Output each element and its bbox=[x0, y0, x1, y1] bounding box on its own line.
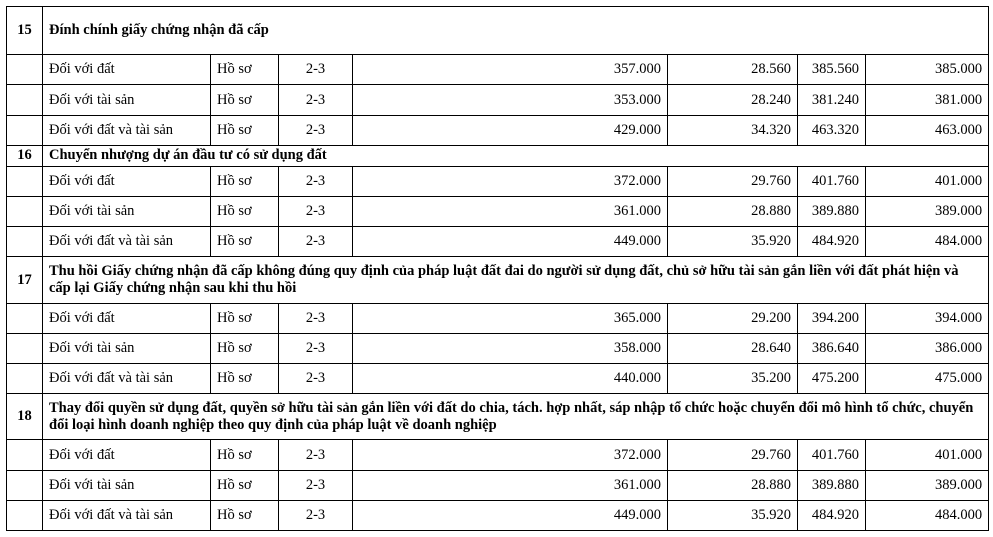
fee-cell: 358.000 bbox=[353, 333, 668, 363]
section-number: 18 bbox=[7, 394, 43, 440]
section-header-row bbox=[7, 394, 989, 440]
fee-cell: 357.000 bbox=[353, 55, 668, 85]
days-cell: 2-3 bbox=[279, 197, 353, 227]
days-cell: 2-3 bbox=[279, 500, 353, 530]
section-header-row bbox=[7, 257, 989, 303]
tax-cell: 28.240 bbox=[668, 85, 798, 115]
total-cell: 394.200 bbox=[798, 303, 866, 333]
table-row bbox=[7, 197, 989, 227]
section-title: Thay đổi quyền sử dụng đất, quyền sở hữu tài sản gắn liền với đất do chia, tách. hợp nhất, sáp nhập tổ chức hoặc chuyển đổi mô hình tổ chức, chuyển đổi loại hình doanh nghiệp theo quy định của pháp luật về doanh nghiệp bbox=[43, 394, 989, 440]
days-cell: 2-3 bbox=[279, 115, 353, 145]
total-cell: 484.920 bbox=[798, 227, 866, 257]
fee-table bbox=[6, 6, 989, 531]
unit-cell: Hồ sơ bbox=[211, 85, 279, 115]
subject-cell: Đối với đất và tài sản bbox=[43, 115, 211, 145]
tax-cell: 35.200 bbox=[668, 364, 798, 394]
tax-cell: 29.760 bbox=[668, 166, 798, 196]
subject-cell: Đối với đất bbox=[43, 440, 211, 470]
days-cell: 2-3 bbox=[279, 166, 353, 196]
fee-cell: 361.000 bbox=[353, 197, 668, 227]
total-cell: 385.560 bbox=[798, 55, 866, 85]
unit-cell: Hồ sơ bbox=[211, 470, 279, 500]
unit-cell: Hồ sơ bbox=[211, 227, 279, 257]
days-cell: 2-3 bbox=[279, 470, 353, 500]
fee-cell: 361.000 bbox=[353, 470, 668, 500]
section-header-row bbox=[7, 7, 989, 55]
table-row bbox=[7, 364, 989, 394]
table-row bbox=[7, 115, 989, 145]
section-number: 15 bbox=[7, 7, 43, 55]
tax-cell: 28.880 bbox=[668, 470, 798, 500]
table-row bbox=[7, 227, 989, 257]
total-cell: 401.760 bbox=[798, 166, 866, 196]
fee-cell: 372.000 bbox=[353, 440, 668, 470]
tax-cell: 34.320 bbox=[668, 115, 798, 145]
section-title: Thu hồi Giấy chứng nhận đã cấp không đúng quy định của pháp luật đất đai do người sử dụng đất, chủ sở hữu tài sản gắn liền với đất phát hiện và cấp lại Giấy chứng nhận sau khi thu hồi bbox=[43, 257, 989, 303]
table-row bbox=[7, 85, 989, 115]
total-cell: 463.320 bbox=[798, 115, 866, 145]
subject-cell: Đối với đất bbox=[43, 166, 211, 196]
unit-cell: Hồ sơ bbox=[211, 440, 279, 470]
unit-cell: Hồ sơ bbox=[211, 115, 279, 145]
tax-cell: 28.880 bbox=[668, 197, 798, 227]
unit-cell: Hồ sơ bbox=[211, 500, 279, 530]
rounded-cell: 401.000 bbox=[866, 440, 989, 470]
subject-cell: Đối với đất bbox=[43, 303, 211, 333]
rounded-cell: 401.000 bbox=[866, 166, 989, 196]
rounded-cell: 389.000 bbox=[866, 197, 989, 227]
rounded-cell: 385.000 bbox=[866, 55, 989, 85]
fee-cell: 353.000 bbox=[353, 85, 668, 115]
subject-cell: Đối với tài sản bbox=[43, 470, 211, 500]
total-cell: 475.200 bbox=[798, 364, 866, 394]
table-row bbox=[7, 303, 989, 333]
table-row bbox=[7, 440, 989, 470]
total-cell: 401.760 bbox=[798, 440, 866, 470]
section-title: Đính chính giấy chứng nhận đã cấp bbox=[43, 7, 989, 55]
tax-cell: 35.920 bbox=[668, 500, 798, 530]
days-cell: 2-3 bbox=[279, 55, 353, 85]
tax-cell: 29.200 bbox=[668, 303, 798, 333]
total-cell: 389.880 bbox=[798, 197, 866, 227]
tax-cell: 28.560 bbox=[668, 55, 798, 85]
total-cell: 386.640 bbox=[798, 333, 866, 363]
unit-cell: Hồ sơ bbox=[211, 333, 279, 363]
tax-cell: 35.920 bbox=[668, 227, 798, 257]
total-cell: 381.240 bbox=[798, 85, 866, 115]
rounded-cell: 463.000 bbox=[866, 115, 989, 145]
unit-cell: Hồ sơ bbox=[211, 166, 279, 196]
table-row bbox=[7, 55, 989, 85]
rounded-cell: 381.000 bbox=[866, 85, 989, 115]
tax-cell: 28.640 bbox=[668, 333, 798, 363]
rounded-cell: 389.000 bbox=[866, 470, 989, 500]
section-number: 16 bbox=[7, 145, 43, 166]
days-cell: 2-3 bbox=[279, 303, 353, 333]
unit-cell: Hồ sơ bbox=[211, 303, 279, 333]
rounded-cell: 484.000 bbox=[866, 227, 989, 257]
unit-cell: Hồ sơ bbox=[211, 197, 279, 227]
table-row bbox=[7, 333, 989, 363]
rounded-cell: 386.000 bbox=[866, 333, 989, 363]
subject-cell: Đối với tài sản bbox=[43, 197, 211, 227]
days-cell: 2-3 bbox=[279, 364, 353, 394]
rounded-cell: 475.000 bbox=[866, 364, 989, 394]
section-title: Chuyển nhượng dự án đầu tư có sử dụng đất bbox=[43, 145, 989, 166]
unit-cell: Hồ sơ bbox=[211, 364, 279, 394]
fee-cell: 440.000 bbox=[353, 364, 668, 394]
fee-cell: 449.000 bbox=[353, 227, 668, 257]
unit-cell: Hồ sơ bbox=[211, 55, 279, 85]
total-cell: 389.880 bbox=[798, 470, 866, 500]
rounded-cell: 484.000 bbox=[866, 500, 989, 530]
fee-cell: 429.000 bbox=[353, 115, 668, 145]
tax-cell: 29.760 bbox=[668, 440, 798, 470]
subject-cell: Đối với đất và tài sản bbox=[43, 500, 211, 530]
fee-cell: 449.000 bbox=[353, 500, 668, 530]
subject-cell: Đối với tài sản bbox=[43, 85, 211, 115]
subject-cell: Đối với tài sản bbox=[43, 333, 211, 363]
table-row bbox=[7, 500, 989, 530]
total-cell: 484.920 bbox=[798, 500, 866, 530]
subject-cell: Đối với đất bbox=[43, 55, 211, 85]
fee-cell: 365.000 bbox=[353, 303, 668, 333]
days-cell: 2-3 bbox=[279, 85, 353, 115]
fee-cell: 372.000 bbox=[353, 166, 668, 196]
rounded-cell: 394.000 bbox=[866, 303, 989, 333]
table-row bbox=[7, 470, 989, 500]
days-cell: 2-3 bbox=[279, 440, 353, 470]
days-cell: 2-3 bbox=[279, 333, 353, 363]
subject-cell: Đối với đất và tài sản bbox=[43, 364, 211, 394]
days-cell: 2-3 bbox=[279, 227, 353, 257]
section-header-row bbox=[7, 145, 989, 166]
subject-cell: Đối với đất và tài sản bbox=[43, 227, 211, 257]
table-row bbox=[7, 166, 989, 196]
section-number: 17 bbox=[7, 257, 43, 303]
